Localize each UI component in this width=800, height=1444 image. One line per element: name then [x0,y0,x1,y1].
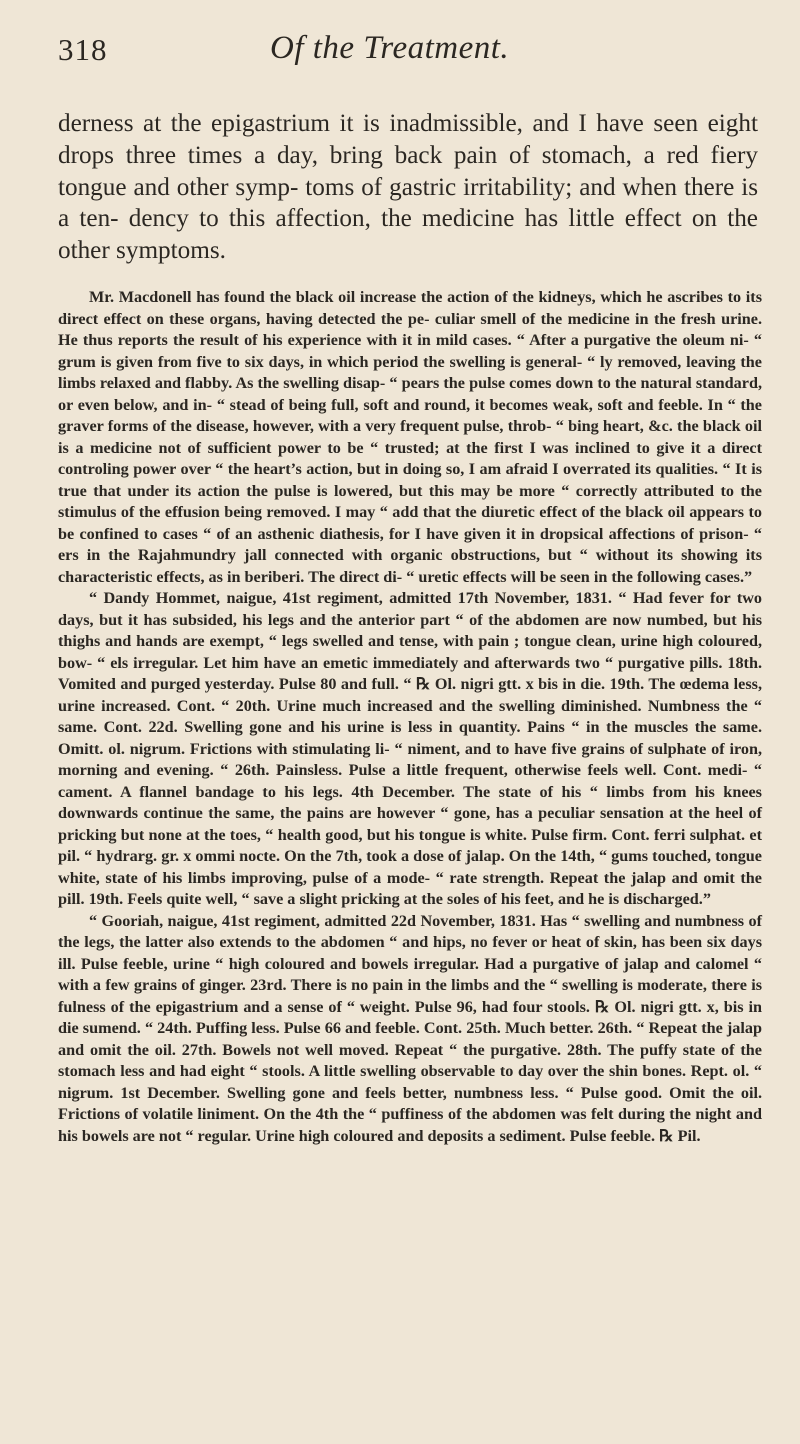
page-number: 318 [58,32,108,67]
paragraph-case-gooriah: “ Gooriah, naigue, 41st regiment, admitted 22d November, 1831. Has “ swelling and numbness of the legs, the latter also extends to the abdomen “ and hips, no fever or heat of skin, has been six days ill. Pulse feeble, urine “ high coloured and bowels irregular. Had a purgative of jalap and calomel “ with a few grains of ginger. 23rd. There is no pain in the limbs and the “ swelling is moderate, there is fulness of the epigastrium and a sense of “ weight. Pulse 96, had four stools. ℞ Ol. nigri gtt. x, bis in die sumend. “ 24th. Puffing less. Pulse 66 and feeble. Cont. 25th. Much better. 26th. “ Repeat the jalap and omit the oil. 27th. Bowels not well moved. Repeat “ the purgative. 28th. The puffy state of the stomach less and had eight “ stools. A little swelling observable to day over the shin bones. Rept. ol. “ nigrum. 1st December. Swelling gone and feels better, numbness less. “ Pulse good. Omit the oil. Frictions of volatile liniment. On the 4th the “ puffiness of the abdomen was felt during the night and his bowels are not “ regular. Urine high coloured and deposits a sediment. Pulse feeble. ℞ Pil. [58,911,762,1145]
paragraph-macdonell: Mr. Macdonell has found the black oil increase the action of the kidneys, which he ascribes to its direct effect on these organs, having detected the pe- culiar smell of the medicine in the fresh urine. He thus reports the result of his experience with it in mild cases. “ After a purgative the oleum ni- “ grum is given from five to six days, in which period the swelling is general- “ ly removed, leaving the limbs relaxed and flabby. As the swelling disap- “ pears the pulse comes down to the natural standard, or even below, and in- “ stead of being full, soft and round, it becomes weak, soft and feeble. In “ the graver forms of the disease, however, with a very frequent pulse, throb- “ bing heart, &c. the black oil is a medicine not of sufficient power to be “ trusted; at the first I was inclined to give it a direct controling power over “ the heart’s action, but in doing so, I am afraid I overrated its qualities. “ It is true that under its action the pulse is lowered, but this may be more “ correctly attributed to the stimulus of the effusion being removed. I may “ add that the diuretic effect of the black oil appears to be confined to cases “ of an asthenic diathesis, for I have given it in dropsical affections of prison- “ ers in the Rajahmundry jall connected with organic obstructions, but “ without its showing its characteristic effects, as in beriberi. The direct di- “ uretic effects will be seen in the following cases.” [58,288,762,586]
paragraph-case-dandy-hommet: “ Dandy Hommet, naigue, 41st regiment, admitted 17th November, 1831. “ Had fever for two days, but it has subsided, his legs and the anterior part “ of the abdomen are now numbed, but his thighs and hands are exempt, “ legs swelled and tense, with pain ; tongue clean, urine high coloured, bow- “ els irregular. Let him have an emetic immediately and afterwards two “ purgative pills. 18th. Vomited and purged yesterday. Pulse 80 and full. “ ℞ Ol. nigri gtt. x bis in die. 19th. The œdema less, urine increased. Cont. “ 20th. Urine much increased and the swelling diminished. Numbness the “ same. Cont. 22d. Swelling gone and his urine is less in quantity. Pains “ in the muscles the same. Omitt. ol. nigrum. Frictions with stimulating li- “ niment, and to have five grains of sulphate of iron, morning and evening. “ 26th. Painsless. Pulse a little frequent, otherwise feels well. Cont. medi- “ cament. A flannel bandage to his legs. 4th December. The state of his “ limbs from his knees downwards continue the same, the pains are however “ gone, has a peculiar sensation at the heel of pricking but none at the toes, “ health good, but his tongue is white. Pulse firm. Cont. ferri sulphat. et pil. “ hydrarg. gr. x ommi nocte. On the 7th, took a dose of jalap. On the 14th, “ gums touched, tongue white, state of his limbs improving, pulse of a mode- “ rate strength. Repeat the jalap and omit the pill. 19th. Feels quite well, “ save a slight pricking at the soles of his feet, and he is discharged.” [58,589,762,908]
lead-paragraph: derness at the epigastrium it is inadmissible, and I have seen eight drops three times a day, bring back pain of stomach, a red fiery tongue and other symp- toms of gastric irritability; and when there is a ten- dency to this affection, the medicine has little effect on the other symptoms. [58,110,758,265]
running-title: Of the Treatment. [270,30,510,66]
page-header [0,0,800,90]
body-text [58,287,762,1147]
